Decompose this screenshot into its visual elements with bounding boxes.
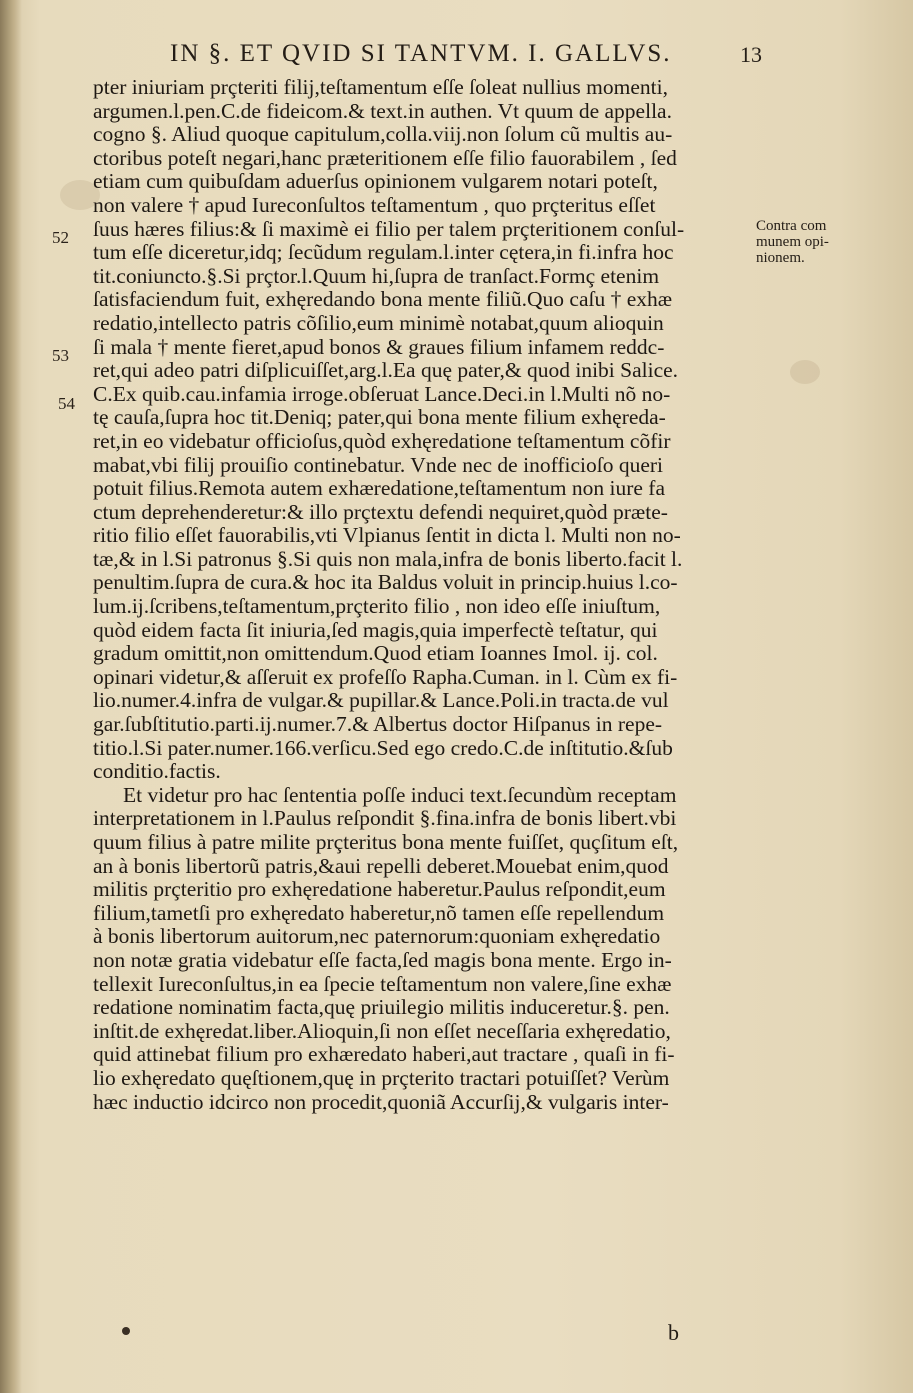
text-line: C.Ex quib.cau.infamia irroge.obſeruat Lance.Deci.in l.Multi nõ no- [93,382,671,406]
text-line: à bonis libertorum auitorum,nec paternorum:quoniam exhęredatio [93,925,661,949]
margin-note [756,218,866,266]
text-line: quum filius à patre milite prçteritus bona mente fuiſſet, quçſitum eſt, [93,831,679,854]
text-line: etiam cum quibuſdam aduerſus opinionem vulgarem notari poteſt, [93,170,658,194]
text-line: tæ,& in l.Si patronus §.Si quis non mala,infra de bonis liberto.facit l. [93,547,683,571]
text-line: non valere † apud Iureconſultos teſtamentum , quo prçteritus eſſet [93,193,656,217]
text-line: cogno §. Aliud quoque capitulum,colla.viij.non ſolum cũ multis au- [93,123,673,147]
text-line: mabat,vbi filij prouiſio continebatur. Vnde nec de inofficioſo queri [93,453,664,477]
text-line: tę cauſa,ſupra hoc tit.Deniq; pater,qui bona mente filium exhęreda- [93,406,666,430]
body-text [93,76,753,1185]
margin-number: 54 [58,394,75,413]
text-line: ctoribus poteſt negari,hanc præteritionem eſſe filio fauorabilem , ſed [93,146,677,170]
text-line: ſatisfaciendum fuit, exhęredando bona mente filiũ.Quo caſu † exhæ [93,288,673,312]
text-line: gar.ſubſtitutio.parti.ij.numer.7.& Albertus doctor Hiſpanus in repe- [93,713,663,737]
margin-note-line: nionem. [756,250,805,266]
text-line [93,1138,753,1162]
text-line [93,1114,753,1138]
folio-number: 13 [740,42,762,67]
text-line: penultim.ſupra de cura.& hoc ita Baldus voluit in princip.huius l.co- [93,571,678,595]
text-line: ret,qui adeo patri diſplicuiſſet,arg.l.Ea quę pater,& quod inibi Salice. [93,359,679,383]
text-line [93,1161,753,1185]
text-line: quid attinebat filium pro exhæredato haberi,aut tractare , quaſi in fi- [93,1043,675,1067]
text-line: redatione nominatim facta,quę priuilegio militis induceretur.§. pen. [93,996,670,1020]
text-line: titio.l.Si pater.numer.166.verſicu.Sed ego credo.C.de inſtitutio.&ſub [93,736,673,760]
margin-number: 52 [52,228,69,247]
margin-note-line: Contra com [756,218,827,234]
text-line: filium,tametſi pro exhęredato haberetur,nõ tamen eſſe repellendum [93,901,665,925]
text-line: ritio filio eſſet fauorabilis,vti Vlpianus ſentit in dicta l. Multi non no- [93,524,681,548]
text-line: tellexit Iureconſultus,in ea ſpecie teſtamentum non valere,ſine exhæ [93,972,672,996]
text-line: potuit filius.Remota autem exhæredatione,teſtamentum non iure fa [93,477,665,501]
ink-dot [122,1327,130,1335]
text-line: ſuus hæres filius:& ſi maximè ei filio per talem prçteritionem conſul- [93,217,685,241]
text-line: gradum omittit,non omittendum.Quod etiam Ioannes Imol. ij. col. [93,642,658,666]
text-line: Et videtur pro hac ſententia poſſe induci text.ſecundùm receptam [123,783,677,807]
text-line: hæc inductio idcirco non procedit,quoniã Accurſij,& vulgaris inter- [93,1090,669,1114]
margin-number: 53 [52,346,69,365]
text-line: inſtit.de exhęredat.liber.Alioquin,ſi non eſſet neceſſaria exhęredatio, [93,1019,671,1043]
text-line: militis prçteritio pro exhęredatione haberetur.Paulus reſpondit,eum [93,878,666,902]
text-line: ret,in eo videbatur officioſus,quòd exhęredatione teſtamentum cõfir [93,429,671,453]
text-line: interpretationem in l.Paulus reſpondit §.fina.infra de bonis libert.vbi [93,807,677,831]
text-line: tum eſſe diceretur,idq; ſecũdum regulam.l.inter cętera,in fi.infra hoc [93,241,674,265]
margin-note-line: munem opi- [756,234,829,250]
paper-stain [790,360,820,384]
text-line: ctum deprehenderetur:& illo prçtextu defendi nequiret,quòd præte- [93,500,668,524]
text-line: ſi mala † mente fieret,apud bonos & graues filium infamem reddc- [93,335,665,359]
running-head: IN §. ET QVID SI TANTVM. I. GALLVS. [170,40,672,67]
text-line: tit.coniuncto.§.Si prçtor.l.Quum hi,ſupra de tranſact.Formç etenim [93,264,660,288]
text-line: pter iniuriam prçteriti filij,teſtamentum eſſe ſoleat nullius momenti, [93,76,668,99]
text-line: lio.numer.4.infra de vulgar.& pupillar.& Lance.Poli.in tracta.de vul [93,689,669,713]
text-line: conditio.factis. [93,760,221,784]
text-line: opinari videtur,& aſſeruit ex profeſſo Rapha.Cuman. in l. Cùm ex fi- [93,665,678,689]
text-line: quòd eidem facta ſit iniuria,ſed magis,quia imperfectè teſtatur, qui [93,618,658,642]
text-line: argumen.l.pen.C.de fideicom.& text.in authen. Vt quum de appella. [93,99,672,123]
text-line: lum.ij.ſcribens,teſtamentum,prçterito filio , non ideo eſſe iniuſtum, [93,595,661,619]
page-gutter [0,0,22,1393]
text-line: an à bonis libertorũ patris,&aui repelli deberet.Mouebat enim,quod [93,854,669,878]
text-line: redatio,intellecto patris cõſilio,eum minimè notabat,quum alioquin [93,311,664,335]
text-line: lio exhęredato quęſtionem,quę in prçterito tractari potuiſſet? Verùm [93,1066,670,1090]
signature-mark: b [668,1320,679,1345]
text-line: non notæ gratia videbatur eſſe facta,ſed magis bona mente. Ergo in- [93,948,672,972]
